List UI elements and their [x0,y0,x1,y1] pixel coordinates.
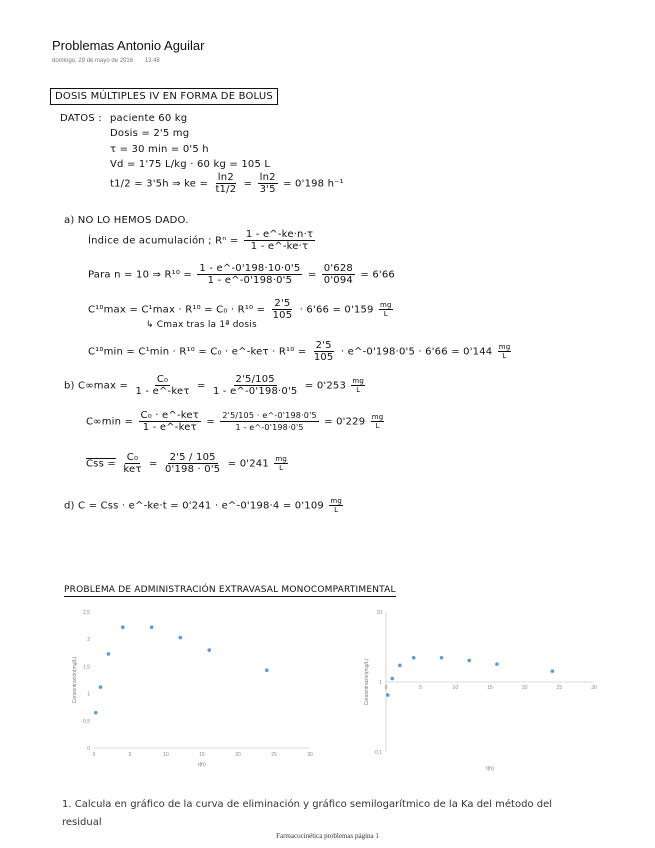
heading-extravascular: PROBLEMA DE ADMINISTRACIÓN EXTRAVASAL MONOCOMPARTIMENTAL [64,585,396,595]
cmin-steady-state: C∞min = $\frac{\text{C₀ · e\textasciicircum{}-keτ}}{\text{1 - e\textasciicircum{}-keτ}}$ = $\frac{2'5/105 \cdot e\^{}-0'198\cdot 0'5}{1 - e\^{}-0'198\cdot 0'5}$ = 0'229 $\frac{mg}{L}$ [86,410,384,433]
y-axis-label: Concentración(mg/L) [72,656,78,704]
cmin10-calculation: C¹⁰min = C¹min · R¹⁰ = C₀ · e^-keτ · R¹⁰ = $\frac{2'5}{105}$ · e^-0'198·0'5 · 6'66 = 0'144 $\frac{mg}{L}$ [88,340,511,363]
y-tick-label: 2 [87,637,90,644]
data-point [386,693,390,697]
data-point [207,648,211,652]
section-a-label: a) NO LO HEMOS DADO. [64,215,189,226]
page-title: Problemas Antonio Aguilar [52,38,205,53]
x-tick-label: 30 [591,685,597,691]
page-footer: Farmacocinética problemas página 1 [276,832,379,840]
data-point [495,662,499,666]
x-tick-label: 25 [556,685,563,691]
data-point [551,669,555,673]
x-tick-label: 0 [92,752,96,758]
x-tick-label: 15 [487,685,493,691]
concentration-chart-semilog [356,604,601,772]
page-date: domingo, 29 de mayo de 2016 [52,58,134,64]
y-tick-label: 0,1 [375,750,382,756]
accumulation-index: Índice de acumulación ; Rⁿ = $\frac{1 - e\^{}-ke\cdot n\cdot\tau}{1 - e\^{}-ke\cdot\tau}$ [88,229,314,252]
datos-line: paciente 60 kg [110,113,188,124]
y-tick-label: 0 [87,746,90,752]
datos-line: τ = 30 min = 0'5 h [110,144,209,155]
cmax-note: ↳ Cmax tras la 1ª dosis [146,320,257,330]
x-tick-label: 10 [163,752,169,758]
y-tick-label: 0,5 [83,718,90,725]
data-point [412,656,416,660]
x-tick-label: 20 [521,685,528,691]
page-time: 13:48 [144,58,160,64]
data-point [94,711,98,715]
data-point [440,656,444,660]
data-point [121,625,125,629]
x-tick-label: 5 [419,685,423,691]
css-average: Css = $\frac{\text{C₀}}{\text{keτ}}$ = $\frac{2'5 / 105}{0'198 \cdot 0'5}$ = 0'241 $\frac{mg}{L}$ [86,452,287,475]
half-life-line: t1/2 = 3'5h ⇒ ke = $\frac{\ln 2}{t1/2}$ = $\frac{\ln 2}{3'5}$ = 0'198 h⁻¹ [110,172,344,195]
data-point [398,664,402,668]
y-tick-label: 1 [379,680,382,686]
data-point [107,652,111,656]
data-point [467,659,471,663]
cutoff-question: 1. Calcula en gráfico de la curva de eliminación y gráfico semilogarítmico de la Ka del método del residual [62,799,553,828]
page-meta [52,58,170,64]
datos-line: Vd = 1'75 L/kg · 60 kg = 105 L [110,159,271,170]
datos-line: Dosis = 2'5 mg [110,128,190,139]
data-point [99,685,103,689]
x-tick-label: 0 [384,685,388,691]
data-point [179,636,183,640]
x-axis-label: t(h) [198,762,206,768]
x-tick-label: 20 [235,752,241,758]
r10-calculation: Para n = 10 ⇒ R¹⁰ = $\frac{1 - e\^{}-0'198\cdot 10\cdot 0'5}{1 - e\^{}-0'198\cdot 0'5}$ = $\frac{0'628}{0'094}$ = 6'66 [88,263,395,286]
x-tick-label: 10 [452,685,459,691]
datos-label: DATOS : [60,113,102,124]
data-point [150,625,154,629]
y-tick-label: 2,5 [83,610,90,616]
x-tick-label: 5 [128,752,132,758]
section-d-line: d) C = Css · e^-ke·t = 0'241 · e^-0'198·4 = 0'109 $\frac{mg}{L}$ [64,497,343,514]
concentration-chart-linear [62,604,322,774]
x-tick-label: 30 [307,752,313,758]
data-point [265,668,269,672]
x-tick-label: 15 [199,752,205,758]
data-point [390,677,394,681]
x-tick-label: 25 [271,752,277,758]
y-tick-label: 1,5 [83,664,90,671]
heading-multiple-doses: DOSIS MÚLTIPLES IV EN FORMA DE BOLUS [50,88,278,105]
y-axis-label: Concentración(mg/L) [364,658,370,706]
y-tick-label: 1 [87,691,90,698]
x-axis-label: t(h) [486,766,494,772]
y-tick-label: 10 [376,610,382,616]
cmax-steady-state: b) C∞max = $\frac{\text{C₀}}{\text{1 - e\textasciicircum{}-keτ}}$ = $\frac{2'5/105}{1 - e\^{}-0'198\cdot 0'5}$ = 0'253 $\frac{mg}{L}$ [64,374,365,397]
cmax10-calculation: C¹⁰max = C¹max · R¹⁰ = C₀ · R¹⁰ = $\frac{2'5}{105}$ · 6'66 = 0'159 $\frac{mg}{L}$ [88,298,392,321]
